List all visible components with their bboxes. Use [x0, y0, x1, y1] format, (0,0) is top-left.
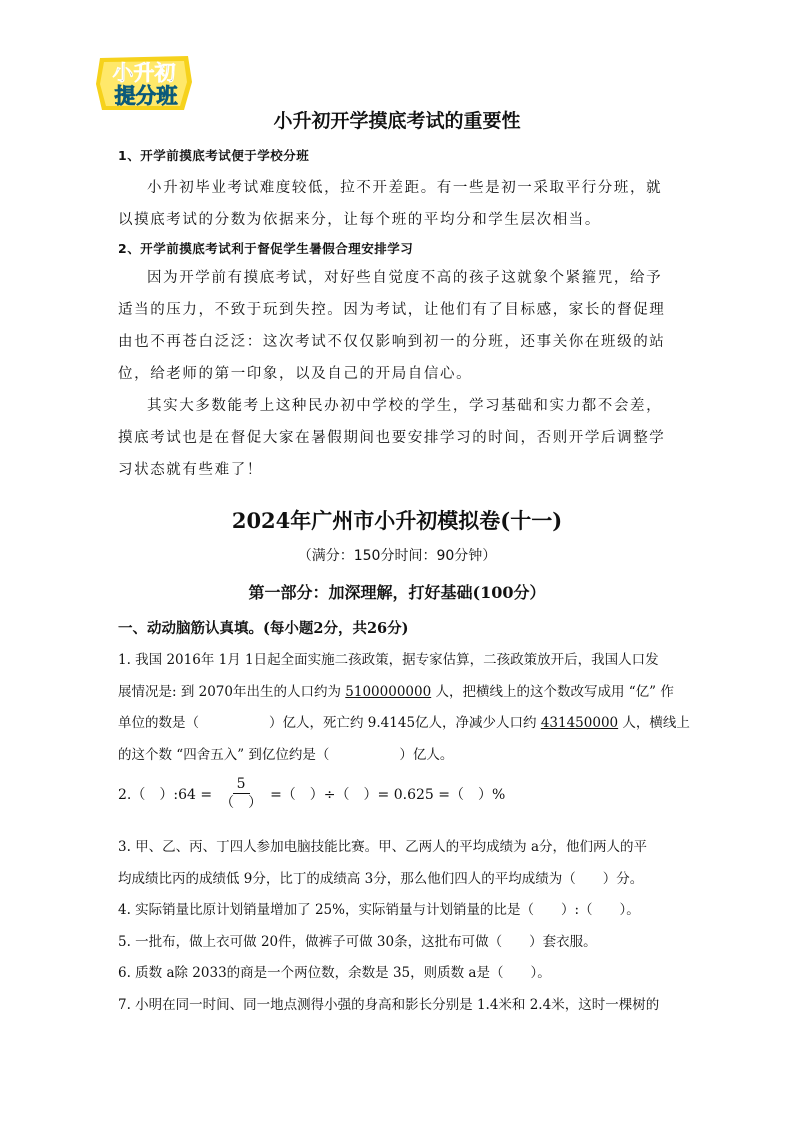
q6: 6. 质数 a除 2033的商是一个两位数，余数是 35，则质数 a是（ ）。	[118, 965, 551, 981]
q1-line4-a: 的这个数 “四舍五入” 到亿位约是（	[118, 746, 330, 763]
q2-fraction	[218, 775, 264, 812]
questions-3-7	[118, 832, 678, 1021]
q2-prefix: 2.（ ）:64 =	[118, 786, 213, 803]
q1-line3-c: 人，横线上	[618, 715, 690, 731]
q1-underlined-number-1: 5100000000	[345, 683, 432, 700]
q1-line4-b: ）亿人。	[399, 746, 454, 763]
section-title: 一、动动脑筋认真填。(每小题2分，共26分)	[118, 620, 409, 637]
q1-line3-a: 单位的数是（	[118, 715, 199, 731]
question-2	[118, 775, 505, 812]
q1-line4	[118, 740, 678, 772]
q4: 4. 实际销量比原计划销量增加了 25%，实际销量与计划销量的比是（ ）:（ ）。	[118, 902, 640, 918]
q1-line2-a: 展情况是: 到 2070年出生的人口约为	[118, 683, 346, 700]
exam-subtitle: （满分：150分时间：90分钟）	[297, 548, 497, 564]
section2-text-1: 因为开学前有摸底考试，对好些自觉度不高的孩子这就象个紧箍咒，给予适当的压力，不致于玩到失控。因为考试，让他们有了目标感，家长的督促理由也不再苍白泛泛：这次考试不仅仅影响到初一的分班，还事关你在班级的站位，给老师的第一印象，以及自己的开局自信心。	[118, 270, 666, 382]
q5: 5. 一批布，做上衣可做 20件，做裤子可做 30条，这批布可做（ ）套衣服。	[118, 933, 597, 950]
section1-paragraph	[118, 172, 678, 236]
logo-line1: 小升初	[112, 61, 176, 85]
q1-line2	[118, 677, 678, 709]
exam-title: 2024年广州市小升初模拟卷(十一)	[231, 508, 563, 533]
q1-line1: 1. 我国 2016年 1月 1日起全面实施二孩政策，据专家估算，二孩政策放开后，我国人口发	[118, 652, 659, 668]
q2-suffix: =（ ）÷（ ）= 0.625 =（ ）%	[270, 786, 506, 803]
q2-fraction-denominator[interactable]: （ ）	[220, 795, 263, 811]
q3-line1: 3. 甲、乙、丙、丁四人参加电脑技能比赛。甲、乙两人的平均成绩为 a分，他们两人的平	[118, 839, 648, 855]
logo-line2: 提分班	[114, 84, 178, 108]
q1-line3	[118, 708, 690, 740]
section2-heading: 2、开学前摸底考试利于督促学生暑假合理安排学习	[118, 241, 414, 256]
logo-graphic	[92, 52, 196, 114]
section2-text-2: 其实大多数能考上这种民办初中学校的学生，学习基础和实力都不会差，摸底考试也是在督促大家在暑假期间也要安排学习的时间，否则开学后调整学习状态就有些难了！	[118, 398, 666, 478]
section2-paragraphs	[118, 262, 678, 486]
section1-heading: 1、开学前摸底考试便于学校分班	[118, 148, 310, 163]
logo	[92, 52, 196, 114]
q1-line2-b: 人，把横线上的这个数改写成用 “亿” 作	[431, 683, 674, 700]
q1-line3-b: ）亿人，死亡约 9.4145亿人，净减少人口约	[269, 715, 541, 731]
question-1	[118, 645, 690, 771]
q1-underlined-number-2: 431450000	[540, 715, 619, 731]
section1-text: 小升初毕业考试难度较低，拉不开差距。有一些是初一采取平行分班，就以摸底考试的分数为依据来分，让每个班的平均分和学生层次相当。	[118, 180, 663, 228]
article-title: 小升初开学摸底考试的重要性	[273, 110, 521, 132]
part-title: 第一部分：加深理解，打好基础(100分）	[248, 583, 546, 602]
q7: 7. 小明在同一时间、同一地点测得小强的身高和影长分别是 1.4米和 2.4米，这时一棵树的	[118, 996, 660, 1013]
q3-line2: 均成绩比丙的成绩低 9分，比丁的成绩高 3分，那么他们四人的平均成绩为（ ）分。	[118, 870, 644, 887]
q2-fraction-numerator: 5	[233, 775, 250, 794]
